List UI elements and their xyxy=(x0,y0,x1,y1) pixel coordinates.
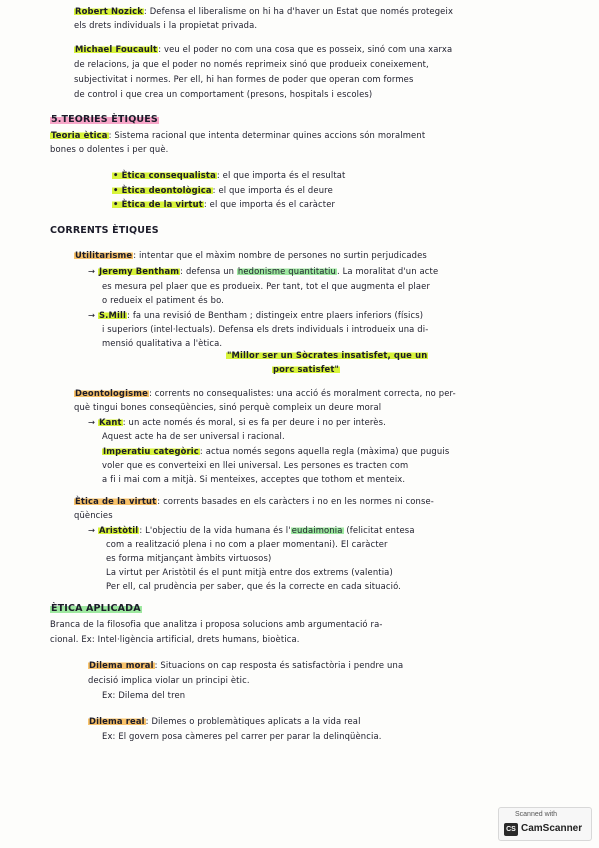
aplicada-line-1: Branca de la filosofia que analitza i proposa solucions amb argumentació ra- xyxy=(50,619,383,629)
dilema-moral-line-2: decisió implica violar un principi ètic. xyxy=(88,675,250,685)
camscanner-watermark xyxy=(498,807,592,841)
term-eudaimonia: eudaimonia xyxy=(291,525,343,535)
etica-deontologica-item: • Ètica deontològica: el que importa és el deure xyxy=(113,185,333,195)
term-bentham: Jeremy Bentham xyxy=(98,266,180,276)
nozick-line-2: els drets individuals i la propietat privada. xyxy=(74,20,258,30)
term-utilitarisme: Utilitarisme xyxy=(75,250,133,260)
mill-line-2: i superiors (intel·lectuals). Defensa els drets individuals i introdueix una di- xyxy=(102,324,429,334)
deontologisme-line-2: què tingui bones conseqüències, sinó perquè compleix un deure moral xyxy=(74,402,382,412)
etica-aplicada-heading: ÈTICA APLICADA xyxy=(51,603,141,614)
quote-line-1: "Millor ser un Sòcrates insatisfet, que un xyxy=(227,350,428,360)
kant-line-2: Aquest acte ha de ser universal i racional. xyxy=(102,431,285,441)
virtut-line-2: qüències xyxy=(74,510,113,520)
term-aristotil: Aristòtil xyxy=(98,525,139,535)
arrow-icon: → xyxy=(88,310,96,320)
term-dilema-real: Dilema real xyxy=(89,716,145,726)
term-foucault: Michael Foucault xyxy=(75,44,158,54)
etica-virtut-item: • Ètica de la virtut: el que importa és el caràcter xyxy=(113,199,336,209)
virtut-line-1: Ètica de la virtut: corrents basades en els caràcters i no en les normes ni conse- xyxy=(75,496,434,506)
scanned-with-label: Scanned with xyxy=(515,811,558,818)
term-imperatiu: Imperatiu categòric xyxy=(103,446,199,456)
term-mill: S.Mill xyxy=(98,310,127,320)
bentham-line-3: o redueix el patiment és bo. xyxy=(102,295,225,305)
arrow-icon: → xyxy=(88,417,96,427)
aristotil-line-2: com a realització plena i no com a plaer momentani). El caràcter xyxy=(106,539,388,549)
utilitarisme-line-1: Utilitarisme: intentar que el màxim nombre de persones no surtin perjudicades xyxy=(75,250,427,260)
imperatiu-line-3: a fi i mai com a mitjà. Si menteixes, acceptes que tothom et menteix. xyxy=(102,474,406,484)
aristotil-line-1: → Aristòtil: L'objectiu de la vida humana és l'eudaimonia (felicitat entesa xyxy=(88,525,415,535)
foucault-line-1: Michael Foucault: veu el poder no com una cosa que es posseix, sinó com una xarxa xyxy=(75,44,453,54)
aplicada-line-2: cional. Ex: Intel·ligència artificial, drets humans, bioètica. xyxy=(50,634,300,644)
term-dilema-moral: Dilema moral xyxy=(89,660,154,670)
imperatiu-line-2: voler que es converteixi en llei universal. Les persones es tracten com xyxy=(102,460,409,470)
term-deontologisme: Deontologisme xyxy=(75,388,148,398)
kant-line-1: → Kant: un acte només és moral, si es fa per deure i no per interès. xyxy=(88,417,386,427)
arrow-icon: → xyxy=(88,525,96,535)
dilema-moral-example: Ex: Dilema del tren xyxy=(102,690,186,700)
teoria-line-2: bones o dolentes i per què. xyxy=(50,144,169,154)
aristotil-line-3: es forma mitjançant àmbits virtuosos) xyxy=(106,553,272,563)
term-kant: Kant xyxy=(98,417,122,427)
dilema-real-line-1: Dilema real: Dilemes o problemàtiques aplicats a la vida real xyxy=(89,716,361,726)
term-etica-virtut: Ètica de la virtut xyxy=(75,496,157,506)
quote-line-2: porc satisfet" xyxy=(273,364,340,374)
corrents-heading: CORRENTS ÈTIQUES xyxy=(50,225,159,236)
dilema-real-example: Ex: El govern posa càmeres pel carrer per parar la delinqüència. xyxy=(102,731,382,741)
term-nozick: Robert Nozick xyxy=(75,6,143,16)
deontologisme-line-1: Deontologisme: corrents no consequalistes: una acció és moralment correcta, no per- xyxy=(75,388,456,398)
term-teoria-etica: Teoria ètica xyxy=(51,130,108,140)
arrow-icon: → xyxy=(88,266,96,276)
etica-consequalista-item: • Ètica consequalista: el que importa és el resultat xyxy=(113,170,346,180)
section-5-heading: 5.TEORIES ÈTIQUES xyxy=(51,114,158,125)
mill-line-3: mensió qualitativa a l'ètica. xyxy=(102,338,223,348)
camscanner-logo-icon: CS xyxy=(504,823,518,836)
aristotil-line-5: Per ell, cal prudència per saber, que és la correcte en cada situació. xyxy=(106,581,402,591)
mill-line-1: → S.Mill: fa una revisió de Bentham ; distingeix entre plaers inferiors (físics) xyxy=(88,310,424,320)
dilema-moral-line-1: Dilema moral: Situacions on cap resposta és satisfactòria i pendre una xyxy=(89,660,404,670)
aristotil-line-4: La virtut per Aristòtil és el punt mitjà entre dos extrems (valentia) xyxy=(106,567,393,577)
foucault-line-2: de relacions, ja que el poder no només reprimeix sinó que produeix coneixement, xyxy=(74,59,429,69)
foucault-line-3: subjectivitat i normes. Per ell, hi han formes de poder que operan com formes xyxy=(74,74,414,84)
bentham-line-2: es mesura pel plaer que es produeix. Per tant, tot el que augmenta el plaer xyxy=(102,281,431,291)
foucault-line-4: de control i que crea un comportament (presons, hospitals i escoles) xyxy=(74,89,373,99)
imperatiu-line-1: Imperatiu categòric: actua només segons aquella regla (màxima) que puguis xyxy=(103,446,450,456)
teoria-line-1: Teoria ètica: Sistema racional que intenta determinar quines accions són moralment xyxy=(51,130,426,140)
bentham-line-1: → Jeremy Bentham: defensa un hedonisme quantitatiu. La moralitat d'un acte xyxy=(88,266,439,276)
term-hedonisme: hedonisme quantitatiu xyxy=(237,266,336,276)
nozick-line-1: Robert Nozick: Defensa el liberalisme on hi ha d'haver un Estat que només protegeix xyxy=(75,6,454,16)
camscanner-name: CamScanner xyxy=(521,823,583,834)
